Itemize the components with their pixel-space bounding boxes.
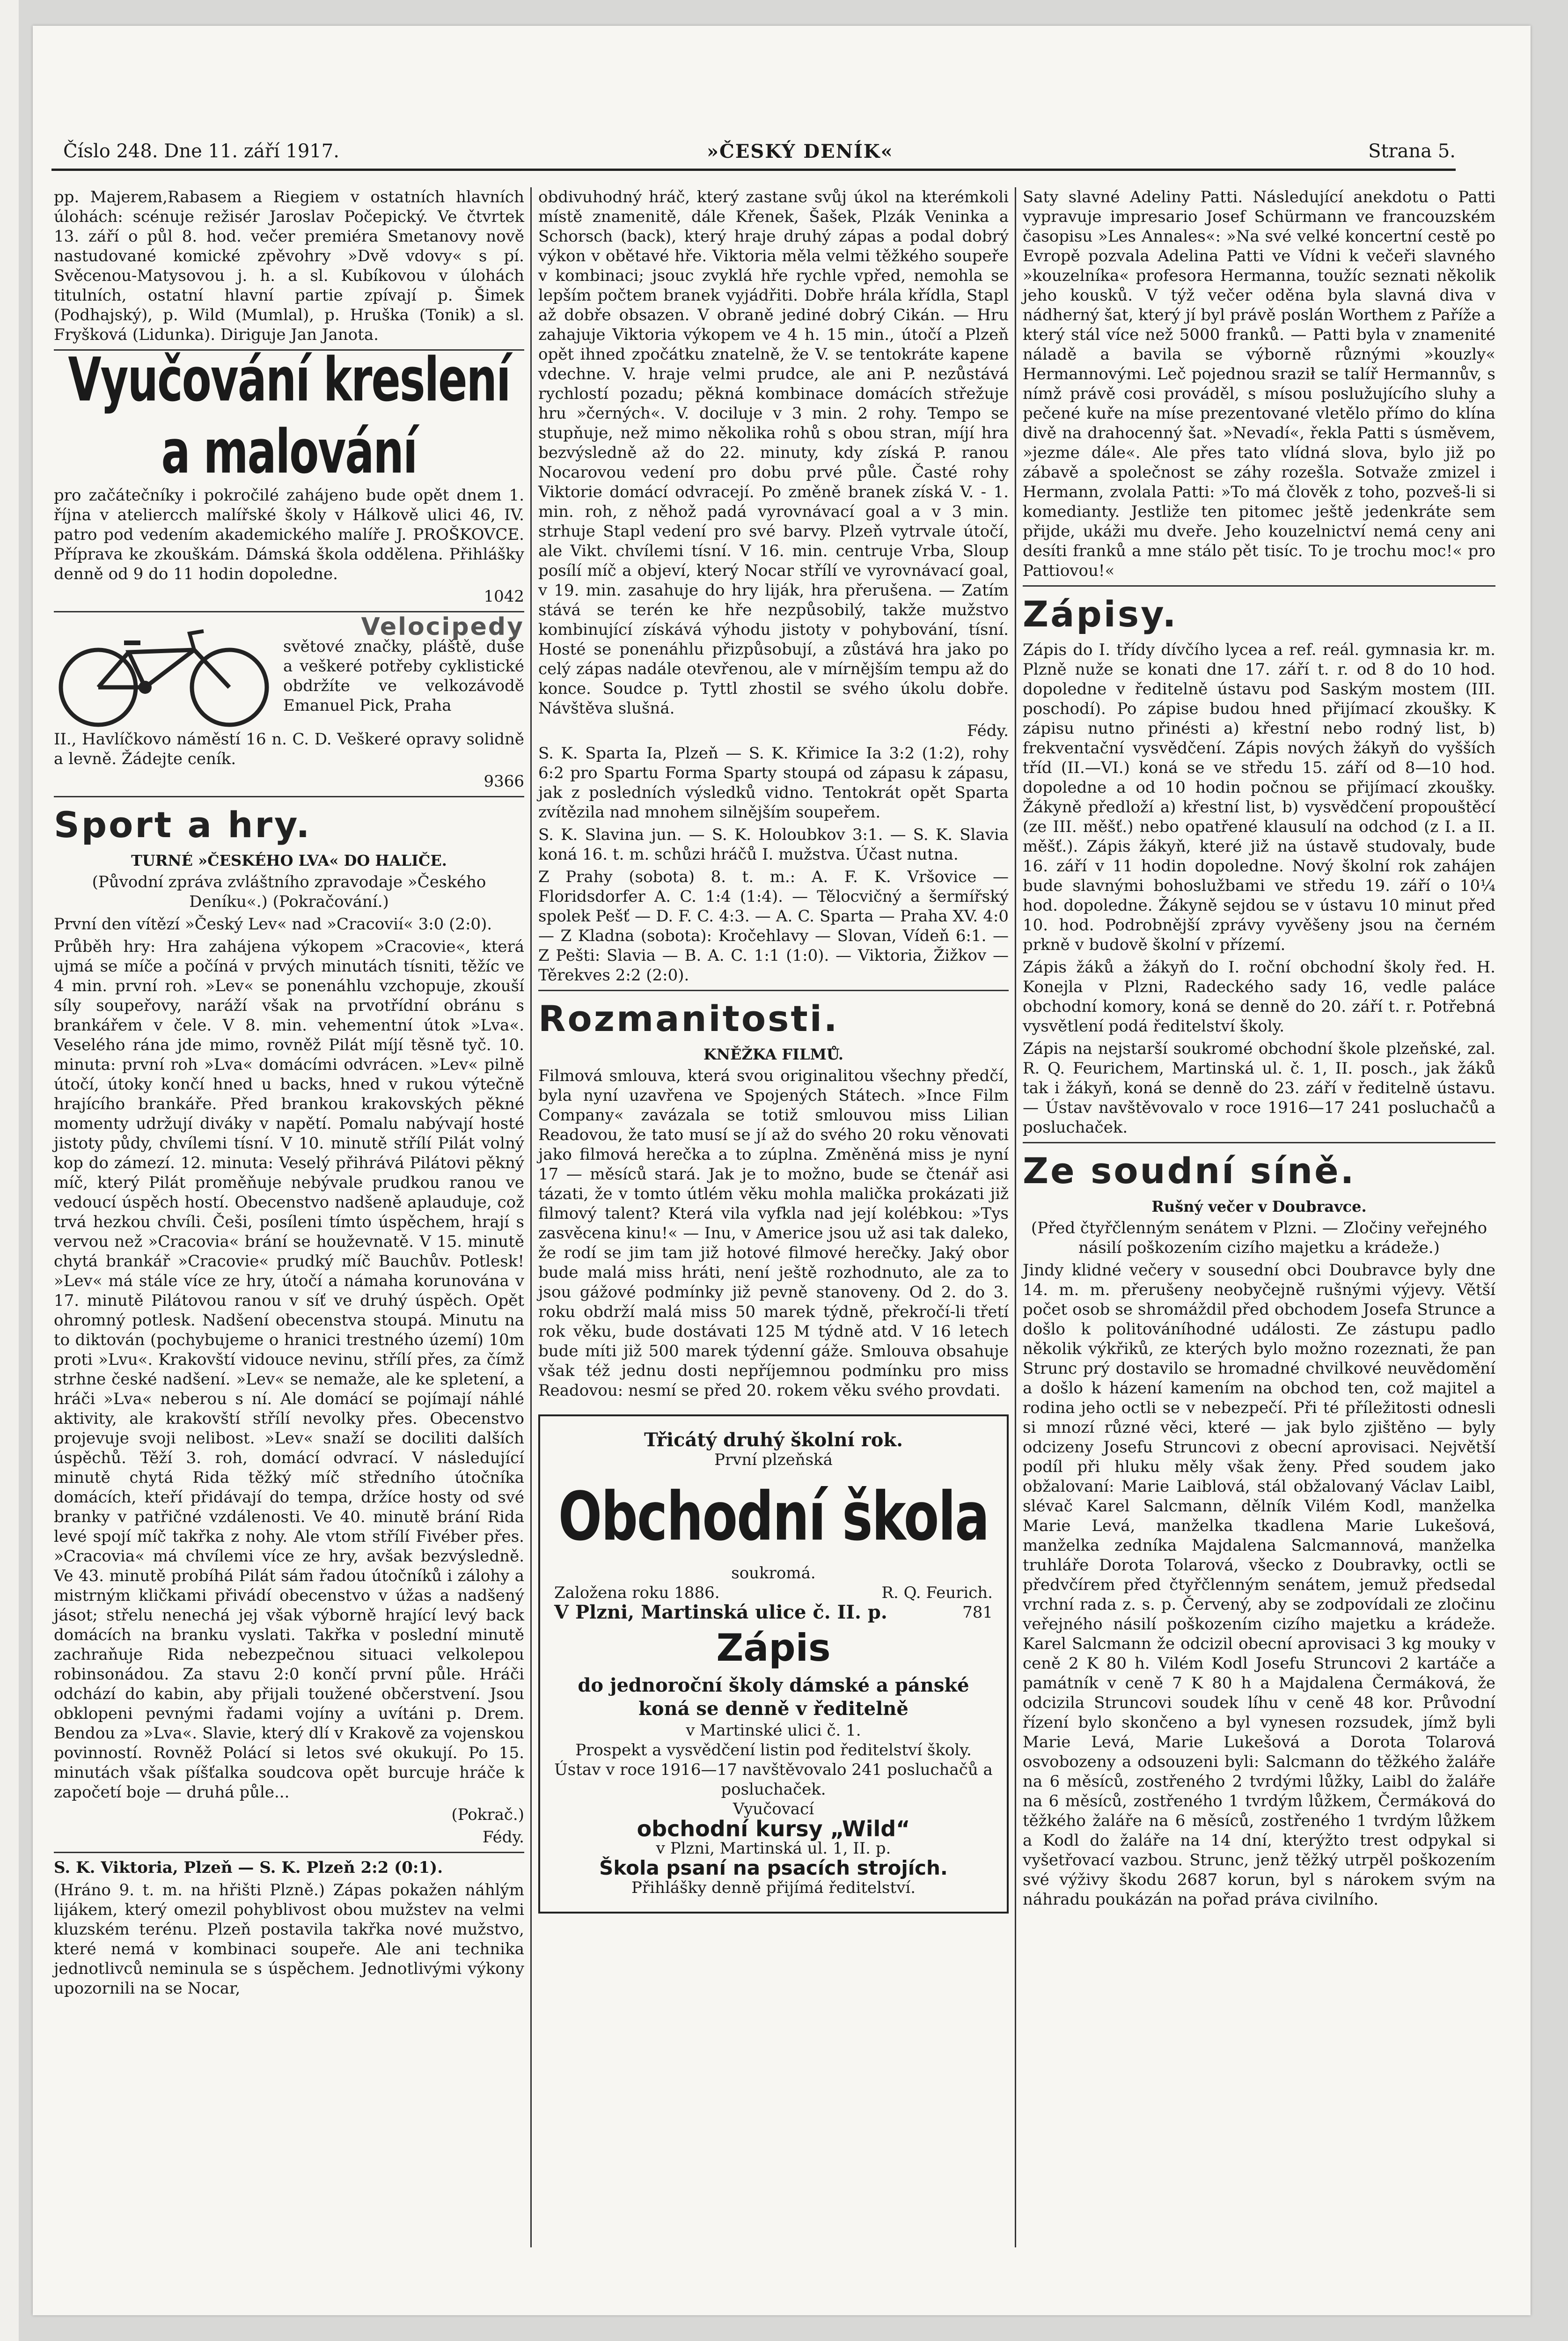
column-divider	[530, 187, 532, 2247]
patti-anecdote: Saty slavné Adeliny Patti. Následující anekdotu o Patti vypravuje impresario Josef Schürmann ve francouzském časopisu »Les Annales«: »Na své velké koncertní cestě po Evropě pozvala Adelina Patti ve Vídni k večeři slavného »kouzelníka« profesora Hermanna, toužíc seznati několik jeho kousků. V týž večer oděna byla slavná diva v nádherný šat, který jí byl právě poslán Worthem z Paříže a který stál více než 5000 franků. — Patti byla v znamenité náladě a bavila se výborně různými »kouzly« Hermannovými. Leč pojednou sraził se talíř Hermannův, s nímž právě cosi prováděl, s mísou poslužujícího sluhy a pečené kuře na míse prezentované vletělo přímo do klína divě na drahocenný šat. »Nevadí«, řekla Patti s úsměvem, »jezme dále«. Ale přes tato vlídná slova, bylo již po zábavě a společnost se záhy rozešla. Sotvaže zmizel i Hermann, zvolala Patti: »To má člověk z toho, pozveš-li si komedianty. Jestliže ten pitomec ještě jedenkráte sem přijde, ukáži mu dveře. Jeho kouzelnictví nemá ceny ani desíti franků a mne stálo pět tisíc. To je trochu moc!« pro Pattiovou!«	[1023, 188, 1495, 580]
court-subtitle: Rušný večer v Doubravce.	[1151, 1198, 1367, 1215]
school-ad-line: Ústav v roce 1916—17 navštěvovalo 241 posluchačů a posluchaček.	[554, 1760, 993, 1799]
column-divider	[1015, 187, 1016, 2247]
bicycle-ad-brand: Velocipedy	[361, 613, 524, 641]
court-note: (Před čtyřčlenným senátem v Plzni. — Zločiny veřejného násilí poškozením cizího majetku a krádeže.)	[1031, 1219, 1487, 1257]
sport-note: (Původní zpráva zvláštního zpravodaje »Českého Deníku«.) (Pokračování.)	[92, 873, 486, 911]
issue-info: Číslo 248. Dne 11. září 1917.	[63, 140, 339, 162]
school-ad-first: První plzeňská	[714, 1450, 833, 1469]
section-title-enrolment: Zápisy.	[1023, 593, 1178, 635]
school-ad-line: Prospekt a vysvědčení listin pod ředitelství školy.	[575, 1741, 972, 1759]
bicycle-illustration	[54, 617, 274, 729]
bicycle-ad-text: světové značky, pláště, duše a veškeré potřeby cyklistické obdržíte ve velkozávodě Emanuel Pick, Praha	[283, 637, 524, 715]
enrolment-paragraph: Zápis žáků a žákyň do I. roční obchodní školy řed. H. Konejla v Plzni, Radeckého sady 16, vedle paláce obchodní komory, koná se denně do 20. září t. r. Potřebná vysvětlení podá ředitelství školy.	[1023, 958, 1495, 1036]
masthead-rule	[51, 169, 1456, 171]
school-ad-zapis: Zápis	[716, 1626, 831, 1670]
divider	[1023, 1142, 1495, 1143]
column-3	[1023, 187, 1495, 1912]
viktoria-continued: obdivuhodný hráč, který zastane svůj úkol na kterémkoli místě znamenitě, dále Křenek, Šašek, Plzák Veninka a Schorsch (back), který hraje druhý zápas a podal dobrý výkon v obětavé hře. Viktoria měla velmi těžkého soupeře v kombinaci; jsouc zvyklá hře rychle vpřed, nemohla se lepším počtem branek vyjádřiti. Dobře hrála křídla, Stapl až dobře obsazen. V obraně jediné dobrý Cikán. — Hru zahajuje Viktoria výkopem ve 4 h. 15 min., útočí a Plzeň opět ihned zpočátku znatelně, že V. se tentokráte kapene vdechne. V. hraje velmi prudce, ale ani P. nezůstává rychlostí pozadu; pěkná kombinace domácích střežuje hru »černých«. V. dociluje v 3 min. 2 rohy. Tempo se stupňuje, než mimo několika rohů s obou stran, míjí hra bezvýsledně až do 22. minuty, kdy získá P. ranou Nocarovou vedení pro dobu prvé půle. Časté rohy Viktorie domácí odvracejí. Po změně branek získá V. - 1. min. roh, z něhož padá vyrovnávací goal a v 3 min. strhuje Stapl vedení pro své barvy. Plzeň vytrvale útočí, ale Vikt. chvílemi tísní. V 16. min. centruje Vrba, Sloup posílí míč a objeví, který Nocar střílí ve vyrovnávací goal, v 19. min. zasahuje do hry liják, hra přerušena. — Zatím stává se terén ke hře nezpůsobilý, takže mužstvo kombinující získává výhodu jistoty v pohybování, tísní. Hosté se ponenáhlu přizpůsobují, a zůstává hra jako po celý zápas nadále otevřenou, ale v mírnějším tempu až do konce. Soudce p. Tyttl zhostil se svého úkolu dobře. Návštěva slušná.	[538, 188, 1009, 718]
school-ad-city: V Plzni, Martinská ulice č. II. p.	[554, 1601, 887, 1623]
school-ad-owner: R. Q. Feurich.	[881, 1583, 993, 1602]
school-ad-line: v Martinské ulici č. 1.	[686, 1721, 861, 1740]
school-ad-private: soukromá.	[731, 1564, 816, 1583]
school-ad-typing: Škola psaní na psacích strojích.	[599, 1856, 948, 1879]
school-ad-kursy: obchodní kursy „Wild“	[637, 1816, 910, 1841]
divider	[538, 990, 1009, 991]
paper-title: »ČESKÝ DENÍK«	[707, 140, 894, 162]
school-ad-line: Vyučovací	[733, 1800, 814, 1818]
section-title-misc: Rozmanitosti.	[538, 998, 839, 1039]
sport-continued: (Pokrač.)	[451, 1805, 524, 1824]
page-number: Strana 5.	[1368, 140, 1456, 162]
school-ad-number: 781	[962, 1603, 993, 1622]
sport-signature: Fédy.	[482, 1828, 524, 1847]
viktoria-paragraph: (Hráno 9. t. m. na hřišti Plzně.) Zápas pokažen náhlým lijákem, který omezil pohyblivost obou mužstev na velmi kluzském terénu. Plzeň postavila takřka nové mužstvo, které nemá v kombinaci soupeře. Ale ani technika jednotlivců neminula se s úspěchem. Jednotlivými výkony upozornili na se Nocar,	[54, 1881, 524, 1998]
viktoria-headline: S. K. Viktoria, Plzeň — S. K. Plzeň 2:2 (0:1).	[54, 1858, 443, 1877]
bicycle-ad	[54, 613, 524, 729]
sport-result: Z Prahy (sobota) 8. t. m.: A. F. K. Vršovice — Floridsdorfer A. C. 1:4 (1:4). — Tělocvičný a šermířský spolek Pešť — D. F. C. 4:3. — A. C. Sparta — Praha XV. 4:0 — Z Kladna (sobota): Kročehlavy — Slovan, Vídeň 6:1. — Z Pešti: Slavia — B. A. C. 1:1 (1:0). — Viktoria, Žižkov — Těrekves 2:2 (2:0).	[538, 868, 1009, 985]
school-ad-title: Obchodní škola	[558, 1477, 989, 1556]
sport-paragraph: První den vítězí »Český Lev« nad »Cracovií« 3:0 (2:0).	[54, 915, 492, 934]
bicycle-ad-address: II., Havlíčkovo náměstí 16 n. C. D. Veškeré opravy solidně a levně. Žádejte ceník.	[54, 730, 524, 768]
column-1	[54, 187, 524, 2001]
sport-subtitle: TURNÉ »ČESKÉHO LVA« DO HALIČE.	[131, 852, 447, 869]
enrolment-paragraph: Zápis do I. třídy dívčího lycea a ref. reál. gymnasia kr. m. Plzně nuže se konati dne 17. září t. r. od 8 do 10 hod. dopoledne v ředitelně ústavu pod Saským mostem (III. poschodí). Po zápise budou hned přijímací zkoušky. K zápisu nutno přinésti a) křestní nebo rodný list, b) frekventační vysvědčení. Zápis nových žákyň do vyšších tříd (II.—VI.) koná se ve středu 15. září od 8—10 hod. dopoledne a od 10 hodin počnou se přijímací zkoušky. Žákyně předloží a) křestní list, b) vysvědčení propouštěcí (ze III. měšť.) nebo opatřené klausulí na odchod (z I. a II. měšť.). Zápis žákyň, které již na ústavě studovaly, bude 16. září v 11 hodin dopoledne. Nový školní rok zahájen bude slavnými bohoslužbami ve středu 19. září o 10¼ hod. dopoledne. Žákyně sejdou se v ústavu 10 minut před 10. hod. Podrobnější zprávy vyvěšeny jsou na černém prkně v budově školní v přízemí.	[1023, 640, 1495, 954]
court-paragraph: Jindy klidné večery v sousední obci Doubravce byly dne 14. m. m. přerušeny neobyčejně rušnými výjevy. Větší počet osob se shromáždil před obchodem Josefa Strunce a došlo k politováníhodné události. Ze zástupu padlo několik výkřiků, ze kterých bylo možno rozeznati, že pan Strunc prý dostavilo se hromadné chvilkové neuvědomění a došlo k házení kamením na obchod ten, což majitel a rodina jeho octli se v nebezpečí. Při té příležitosti odnesli si mnozí různé věci, které — jak bylo zjištěno — byly odcizeny Josefu Struncovi z obecní aprovisaci. Největší podíl při hluku měly však ženy. Před soudem jako obžalovaní: Marie Laiblová, stál obžalovaný Václav Laibl, slévač Karel Salcmann, dělník Vilém Kodl, manželka Marie Levá, manželka tkadlena Marie Lukešová, manželka zedníka Majdalena Salcmannová, manželka truhláře Dorota Tolarová, všecko z Doubravky, octli se předvčírem před čtyřčlenným senátem, jemuž předsedal vrchní rada z. s. p. Červený, aby se zodpovídali ze zločinu veřejného násilí poškozením cizího majetku a krádeže. Karel Salcmann že odcizil obecní aprovisaci 3 kg mouky v ceně 2 K 80 h. Vilém Kodl Josefu Struncovi 2 kartáče a památník v ceně 7 K 80 h a Majdalena Čermáková, že odcizila Struncovi soudek líhu v ceně 48 kor. Průvodní řízení bylo skončeno a byl vynesen rozsudek, jímž byli Marie Levá, Marie Lukešová a Dorota Tolarová osvobozeny a odsouzeni byli: Salcmann do těžkého žaláře na 6 měsíců, zostřeného 2 tvrdými lůžky, Laibl do žaláře na 6 měsíců, zostřeného 1 tvrdým lůžkem, Čermáková do těžkého žaláře na 6 měsíců, zostřeného 1 tvrdým lůžkem a Kodl do žaláře na 14 dní, kterýžto trest odpykal si vyšetřovací vazbou. Strunc, jenž těžký utrpěl poškozením své výživy škodu 2687 korun, byl s nárokem svým na náhradu poukázán na pořad práva civilního.	[1023, 1261, 1495, 1909]
theatre-notice: pp. Majerem,Rabasem a Riegiem v ostatních hlavních úlohách: scénuje režisér Jaroslav Počepický. Ve čtvrtek 13. září o půl 8. hod. večer premiéra Smetanovy nově nastudované komické zpěvohry »Dvě vdovy« s pí. Svěcenou-Matysovou j. h. a sl. Kubíkovou v úlohách titulních, ostatní hlavní partie zpívají p. Šimek (Podhajský), p. Wild (Mumlal), p. Hruška (Tonik) a sl. Fryšková (Lidunka). Diriguje Jan Janota.	[54, 188, 524, 344]
section-title-court: Ze soudní síně.	[1023, 1150, 1356, 1192]
school-ad-line: v Plzni, Martinská ul. 1, II. p.	[656, 1839, 891, 1858]
scan-margin	[0, 0, 19, 2341]
school-ad-row	[554, 1583, 993, 1603]
column-2	[538, 187, 1009, 1914]
school-ad-row	[554, 1603, 993, 1622]
sport-result: S. K. Slavina jun. — S. K. Holoubkov 3:1. — S. K. Slavia koná 16. t. m. schůzi hráčů I. mužstva. Účast nutna.	[538, 825, 1009, 864]
school-ad-founded: Založena roku 1886.	[554, 1583, 720, 1602]
school-ad-year: Třicátý druhý školní rok.	[644, 1429, 903, 1451]
sport-paragraph: Průběh hry: Hra zahájena výkopem »Cracovie«, která ujmá se míče a počíná v prvých minutách tísniti, těžíc ve 4 min. první roh. »Lev« se ponenáhlu vzchopuje, zkouší síly soupeřovy, naráží však na prvotřídní obránu s brankářem v čele. V 8. min. vehementní útok »Lva«. Veselého rána jde mimo, rovněž Pilát míjí těsně tyč. 10. minuta: první roh »Lva« domácími odvrácen. »Lev« pilně útočí, útoky končí hned u backs, hned v rukou výtečně hrajícího brankáře. Před brankou krakovských pěkné momenty udržují diváky v napětí. Pomalu nabývají hosté jistoty půdy, chvílemi tísní. V 10. minutě střílí Pilát volný kop do zámezí. 12. minuta: Veselý přihrává Pilátovi pěkný míč, který Pilát proměňuje nebývale prudkou ranou ve vedoucí úspěch hostí. Obecenstvo nadšeně aplauduje, což trvá hezkou chvíli. Češi, posíleni tímto úspěchem, hrají s vervou než »Cracovia« brání se houževnatě. V 15. minutě chytá brankář »Cracovie« prudký míč Bauchův. Potlesk! »Lev« má stále více ze hry, útočí a námaha korunována v 17. minutě Pilátovou ranou v síť ve druhý úspěch. Opět ohromný potlesk. Nadšení obecenstva stoupá. Minutu na to diktován (pochybujeme o hranici trestného území) 10m proti »Lvu«. Krakovští vidouce nevinu, střílí přes, za čímž strhne české nadšení. »Lev« se nemaže, ale ke spletení, a hráči »Lva« neberou s ní. Ale domácí se pojímají náhlé aktivity, ale krakovští střílí nevolky přes. Obecenstvo projevuje svoji nelibost. »Lev« snaží se dociliti dalších úspěchů. Těží 3. roh, domácí odvrací. V následující minutě chytá Rida těžký míč středního útočníka domácích, kteří přidávají do tempa, držíce hosty od své branky v patřičné vzdálenosti. Ve 40. minutě brání Rida levé spojí míč takřka z nohy. Ale vtom střílí Fivéber přes. »Cracovia« má chvílemi více ze hry, avšak bezvýsledně. Ve 43. minutě probíhá Pilát sám řadou útočníků i zálohy a mistrným kličkami přivádí obecenstvo v úžas a nadšený jásot; střelu nenechá jej však výborně hrající levý back domácích na branku vyslati. Takřka v poslední minutě zachraňuje Rida nebezpečnou situaci velkolepou robinsonádou. Za stavu 2:0 končí první půle. Hráči odchází do kabin, aby přijali toužené občerstvení. Jsou obklopeni pevnými řadami vojíny a uvítáni p. Drem. Bendou za »Lva«. Slavie, který dlí v Krakově za vojenskou povinností. Rovněž Polácí si letos své okukují. Po 15. minutách však píšťalka soudcova opět burcuje hráče k započetí boje — druhá půle...	[54, 937, 524, 1802]
masthead	[51, 140, 1456, 169]
viktoria-signature: Fédy.	[967, 721, 1009, 740]
divider	[54, 796, 524, 797]
section-title-sport: Sport a hry.	[54, 804, 312, 846]
misc-paragraph: Filmová smlouva, která svou originalitou všechny předčí, byla nyní uzavřena ve Spojených Státech. »Ince Film Company« zavázala se totiž smlouvou miss Lilian Readovou, že tato musí se jí až do svého 20 roku věnovati jako filmová herečka a to zúplna. Změněná miss je nyní 17 — měsíců stará. Jak je to možno, bude se čtenář asi tázati, že v tomto útlém věku mohla malička prokázati již filmový talent? Která vila vyfkla nad její kolébkou: »Tys zasvěcena kinu!« — Inu, v Americe jsou už asi tak daleko, že rodí se jim tam již hotové filmové herečky. Jaký obor bude malá miss hráti, není ještě rozhodnuto, ale za to jsou gážové podmínky již pevně stanoveny. Od 2. do 3. roku obdrží malá miss 50 marek týdně, překročí-li třetí rok věku, bude dostávati 125 M týdně atd. V 16 letech bude míti již 500 marek týdenní gáže. Smlouva obsahuje však též jednu dosti nepříjemnou podmínku pro miss Readovou: nesmí se před 20. rokem věku svého provdati.	[538, 1067, 1009, 1400]
school-ad	[538, 1414, 1009, 1914]
ad-drawing-text: pro začátečníky i pokročilé zahájeno bude opět dnem 1. října v ateliercch malířské školy v Hálkově ulici 46, IV. patro pod vedením akademického malíře J. PROŠKOVCE. Příprava ke zkouškám. Dámská škola oddělena. Přihlášky denně od 9 do 11 hodin dopoledne.	[54, 486, 524, 583]
bicycle-ad-number: 9366	[484, 772, 524, 791]
enrolment-paragraph: Zápis na nejstarší soukromé obchodní škole plzeňské, zal. R. Q. Feurichem, Martinská ul. č. 1, II. posch., jak žáků tak i žákyň, koná se denně do 23. září v ředitelně ústavu. — Ústav navštěvovalo v roce 1916—17 241 posluchačů a posluchaček.	[1023, 1039, 1495, 1137]
misc-subtitle: KNĚŽKA FILMŮ.	[703, 1045, 843, 1063]
divider	[1023, 585, 1495, 587]
ad-drawing-number: 1042	[484, 587, 524, 606]
ad-drawing-title: Vyučování kreslení a malování	[68, 345, 510, 487]
sport-result: S. K. Sparta Ia, Plzeň — S. K. Křimice Ia 3:2 (1:2), rohy 6:2 pro Spartu Forma Sparty stoupá od zápasu k zápasu, jak z posledních výsledků vidno. Tentokrát opět Sparta zvítězila nad mnohem silnějším soupeřem.	[538, 744, 1009, 822]
divider	[54, 1852, 524, 1853]
divider	[54, 611, 524, 612]
school-ad-line: Přihlášky denně přijímá ředitelství.	[631, 1878, 916, 1897]
school-ad-line: do jednoroční školy dámské a pánské koná se denně v ředitelně	[578, 1674, 969, 1720]
